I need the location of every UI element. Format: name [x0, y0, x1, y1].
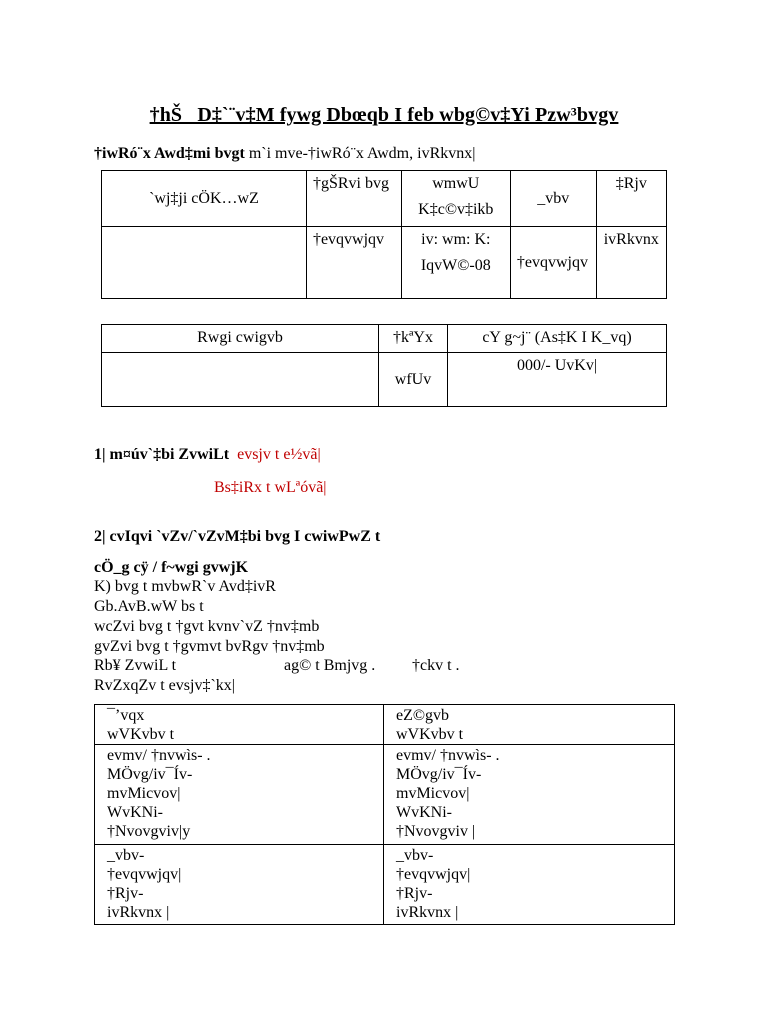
header-district: ‡Rjv: [596, 171, 666, 227]
present-address-detail: evmv/ †nvwìs- . MÖvg/iv¯Ív- mvMicvov| WvKNi- †Nvovgviv |: [384, 745, 675, 845]
cell-mouza-name: †evqvwjqv: [306, 227, 401, 299]
header-land-quantity: Rwgi cwigvb: [102, 325, 379, 353]
property-location-table: [101, 170, 667, 299]
execution-date-label: 1| m¤úv`‡bi ZvwiLt: [94, 446, 230, 463]
permanent-address-header: ¯’vqx wVKvbv t: [95, 705, 384, 745]
cell-category: wfUv: [379, 353, 448, 407]
execution-date-line: [94, 445, 321, 464]
nationality-line: RvZxqZv t evsjv‡`kx|: [94, 677, 235, 694]
cell-district: ivRkvnx: [596, 227, 666, 299]
registry-office-value: m`i mve-†iwRó¨x Awdm, ivRkvnx|: [248, 145, 476, 162]
header-price: cY g~j¨ (As‡K I K_vq): [448, 325, 667, 353]
registry-office-label: †iwRó¨x Awd‡mi bvgt: [94, 145, 245, 162]
profession-text: †ckv t .: [412, 657, 460, 674]
header-city-corporation: wmwU K‡c©v‡ikb: [401, 171, 510, 227]
header-thana: _vbv: [510, 171, 596, 227]
dob-label: Rb¥ ZvwiL t: [94, 657, 177, 674]
bangla-date: evsjv t e½vã|: [237, 446, 321, 463]
document-title: †hŠ_ D‡`¨v‡M fywg Dbœqb I feb wbg©v‡Yi Pzw³bvgv: [149, 104, 619, 126]
cell-city-corporation: iv: wm: K: IqvW©-08: [401, 227, 510, 299]
cell-land-quantity: [102, 353, 379, 407]
first-party-label: cÖ_g cÿ / f~wgi gvwjK: [94, 559, 249, 576]
header-deed-type: `wj‡ji cÖK…wZ: [102, 171, 307, 227]
dob-line: [94, 656, 176, 675]
permanent-address-district: _vbv- †evqvwjqv| †Rjv- ivRkvnx |: [95, 845, 384, 925]
religion-text: ag© t Bmjvg .: [284, 657, 376, 674]
mother-name-line: gvZvi bvg t †gvmvt bvRgv †nv‡mb: [94, 638, 325, 655]
father-name-line: wcZvi bvg t †gvt kvnv`vZ †nv‡mb: [94, 618, 320, 635]
present-address-district: _vbv- †evqvwjqv| †Rjv- ivRkvnx |: [384, 845, 675, 925]
land-value-table: [101, 324, 667, 407]
cell-price: 000/- UvKv|: [448, 353, 667, 407]
nid-line: Gb.AvB.wW bs t: [94, 598, 204, 615]
section2-heading: 2| cvIqvi `vZv/`vZvM‡bi bvg I cwiwPwZ t: [94, 528, 381, 545]
cell-deed-type: [102, 227, 307, 299]
cell-thana: †evqvwjqv: [510, 227, 596, 299]
owner-name-line: K) bvg t mvbwR`v Avd‡ivR: [94, 578, 276, 595]
permanent-address-detail: evmv/ †nvwìs- . MÖvg/iv¯Ív- mvMicvov| WvKNi- †Nvovgviv|y: [95, 745, 384, 845]
present-address-header: eZ©gvb wVKvbv t: [384, 705, 675, 745]
english-date: Bs‡iRx t wLªóvã|: [214, 479, 327, 496]
registry-office-line: [94, 144, 475, 163]
header-category: †kªYx: [379, 325, 448, 353]
header-mouza-name: †gŠRvi bvg: [306, 171, 401, 227]
address-table: [94, 704, 675, 925]
